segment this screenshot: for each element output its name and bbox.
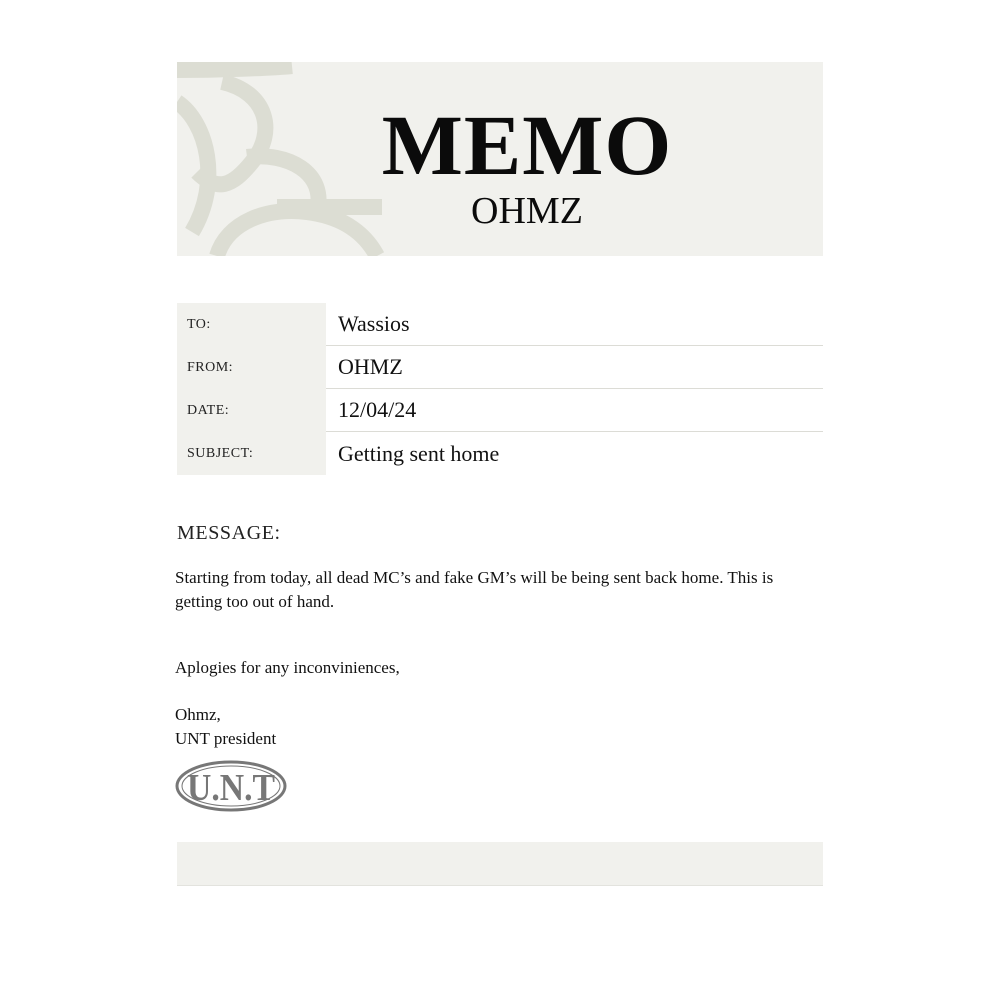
- footer-band: [177, 842, 823, 886]
- date-label: DATE:: [177, 389, 326, 432]
- from-value: OHMZ: [326, 346, 823, 389]
- from-label: FROM:: [177, 346, 326, 389]
- to-value: Wassios: [326, 303, 823, 346]
- subject-label: SUBJECT:: [177, 432, 326, 475]
- to-label: TO:: [177, 303, 326, 346]
- signature-name: Ohmz,: [175, 705, 221, 724]
- unt-oval-logo-icon: [175, 760, 287, 812]
- from-row: [177, 346, 823, 389]
- memo-subtitle: OHMZ: [471, 190, 583, 232]
- to-row: [177, 303, 823, 346]
- subject-value: Getting sent home: [338, 440, 500, 466]
- message-apology: Aplogies for any inconviniences,: [175, 658, 400, 677]
- message-heading: MESSAGE:: [177, 522, 281, 544]
- header-band: [177, 62, 823, 256]
- subject-row: [177, 432, 823, 475]
- logo-text: U.N.T: [187, 767, 275, 809]
- signature-title: UNT president: [175, 729, 277, 748]
- message-body: Starting from today, all dead MC’s and fake GM’s will be being sent back home. This is getting too out of hand.: [175, 568, 774, 611]
- signature: [175, 703, 276, 751]
- memo-title: MEMO: [381, 97, 673, 193]
- memo-fields: [177, 303, 823, 475]
- date-row: [177, 389, 823, 432]
- date-value: 12/04/24: [326, 389, 823, 432]
